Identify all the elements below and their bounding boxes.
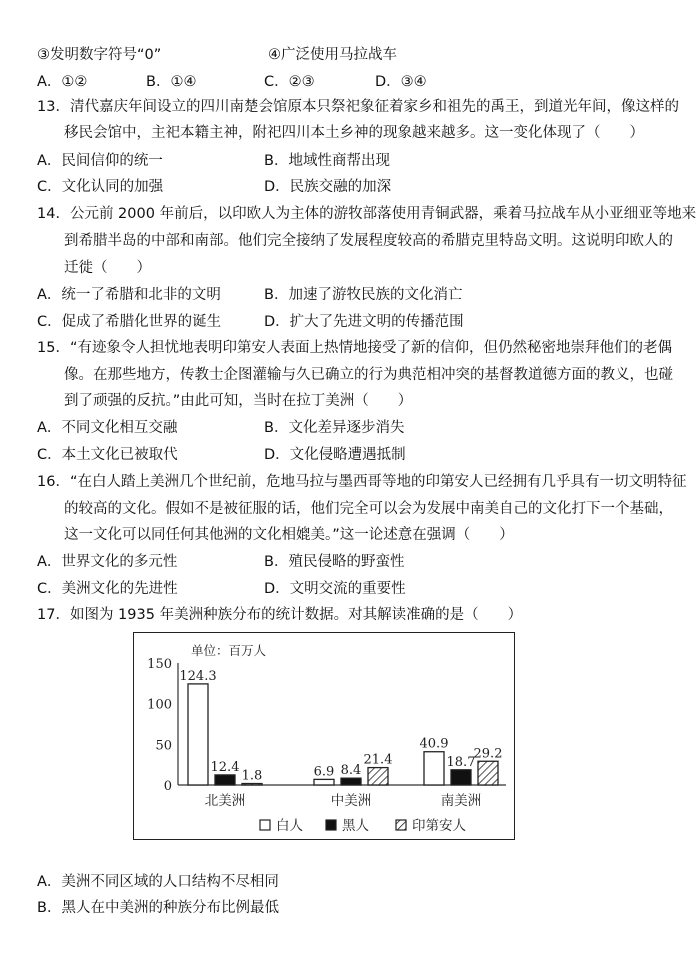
x-category-label: 北美洲 — [204, 793, 246, 809]
q13-choice-d: D．民族交融的加深 — [264, 179, 392, 195]
q16-choice-a: A．世界文化的多元性 — [37, 554, 178, 570]
q13-stem-line-1: 13．清代嘉庆年间设立的四川南楚会馆原本只祭祀象征着家乡和祖先的禹王，到道光年间，像这样的 — [37, 99, 679, 115]
bar-black-0 — [215, 775, 235, 785]
q15-choice-d: D．文化侵略遭遇抵制 — [264, 447, 406, 463]
q13-choice-a: A．民间信仰的统一 — [37, 153, 163, 169]
q15-stem-line-1: 15．“有迹象令人担忧地表明印第安人表面上热情地接受了新的信仰，但仍然秘密地崇拜他们的老偶 — [37, 340, 672, 356]
q15-choice-a: A．不同文化相互交融 — [37, 420, 178, 436]
bar-value-label: 29.2 — [473, 746, 503, 762]
bar-value-label: 12.4 — [210, 759, 240, 775]
legend-swatch — [260, 820, 270, 830]
bar-value-label: 8.4 — [340, 763, 362, 779]
q13-choice-c: C．文化认同的加强 — [37, 179, 164, 195]
x-category-label: 南美洲 — [440, 793, 482, 809]
q16-choice-b: B．殖民侵略的野蛮性 — [264, 554, 405, 570]
q15-choice-c: C．本土文化已被取代 — [37, 447, 178, 463]
bar-value-label: 18.7 — [446, 754, 476, 770]
q14-stem-line-2: 到希腊半岛的中部和南部。他们完全接纳了发展程度较高的希腊克里特岛文明。这说明印欧人的 — [64, 233, 673, 249]
q15-choice-b: B．文化差异逐步消失 — [264, 420, 405, 436]
bar-value-label: 40.9 — [419, 736, 449, 752]
q13-choice-b: B．地域性商帮出现 — [264, 153, 390, 169]
bar-value-label: 21.4 — [363, 752, 393, 768]
y-tick-label: 150 — [147, 657, 172, 672]
q15-stem-line-2: 像。在那些地方，传教士企图灌输与久已确立的行为典范相冲突的基督教道德方面的教义，也碰 — [64, 367, 673, 383]
q12-choice-b: B．①④ — [146, 74, 197, 90]
q15-stem-line-3: 到了顽强的反抗。”由此可知，当时在拉丁美洲（ ） — [64, 393, 413, 409]
bar-white-1 — [314, 779, 334, 785]
bar-black-1 — [341, 778, 361, 785]
q16-stem-line-2: 的较高的文化。假如不是被征服的话，他们完全可以会为发展中南美自己的文化打下一个基础， — [64, 501, 673, 517]
q12-choice-c: C．②③ — [264, 74, 315, 90]
legend-label: 白人 — [276, 818, 303, 834]
q14-choice-b: B．加速了游牧民族的文化消亡 — [264, 287, 463, 303]
y-tick-label: 100 — [147, 697, 172, 713]
legend-label: 印第安人 — [412, 818, 466, 834]
y-tick-label: 50 — [155, 738, 172, 754]
q17-stem: 17．如图为 1935 年美洲种族分布的统计数据。对其解读准确的是（ ） — [37, 607, 523, 623]
legend-swatch — [326, 820, 336, 830]
bar-value-label: 1.8 — [241, 768, 263, 784]
q17-choice-b: B．黑人在中美洲的种族分布比例最低 — [37, 900, 279, 916]
q16-choice-c: C．美洲文化的先进性 — [37, 581, 178, 597]
unit-label: 单位：百万人 — [191, 643, 267, 658]
q12-choice-d: D．③④ — [375, 74, 427, 90]
bar-value-label: 124.3 — [179, 668, 217, 684]
q16-stem-line-3: 这一文化可以同任何其他洲的文化相媲美。”这一论述意在强调（ ） — [64, 527, 514, 543]
option-3-text: ③发明数字符号“0” — [37, 47, 162, 63]
bar-value-label: 6.9 — [313, 764, 335, 780]
population-chart — [133, 632, 515, 840]
q12-choice-a: A．①② — [37, 74, 88, 90]
q14-choice-c: C．促成了希腊化世界的诞生 — [37, 314, 222, 330]
q14-stem-line-3: 迁徙（ ） — [64, 260, 151, 276]
legend-swatch — [396, 820, 406, 830]
q14-choice-d: D．扩大了先进文明的传播范围 — [264, 314, 464, 330]
bar-indigenous-1 — [368, 768, 388, 785]
bar-white-2 — [424, 752, 444, 785]
q17-choice-a: A．美洲不同区域的人口结构不尽相同 — [37, 874, 279, 890]
bar-white-0 — [188, 684, 208, 785]
option-4-text: ④广泛使用马拉战车 — [268, 47, 397, 63]
q13-stem-line-2: 移民会馆中，主祀本籍主神，附祀四川本土乡神的现象越来越多。这一变化体现了（ ） — [64, 125, 644, 141]
x-category-label: 中美洲 — [330, 793, 372, 809]
bar-black-2 — [451, 770, 471, 785]
y-tick-label: 0 — [163, 779, 172, 794]
q14-choice-a: A．统一了希腊和北非的文明 — [37, 287, 221, 303]
q14-stem-line-1: 14．公元前 2000 年前后，以印欧人为主体的游牧部落使用青铜武器，乘着马拉战车从小亚细亚等地来 — [37, 206, 697, 222]
bar-indigenous-0 — [242, 784, 262, 785]
q16-choice-d: D．文明交流的重要性 — [264, 581, 406, 597]
bar-indigenous-2 — [478, 761, 498, 785]
q16-stem-line-1: 16．“在白人踏上美洲几个世纪前，危地马拉与墨西哥等地的印第安人已经拥有几乎具有一切文明特征 — [37, 474, 687, 490]
chart-svg — [134, 633, 513, 838]
legend-label: 黑人 — [342, 818, 369, 834]
